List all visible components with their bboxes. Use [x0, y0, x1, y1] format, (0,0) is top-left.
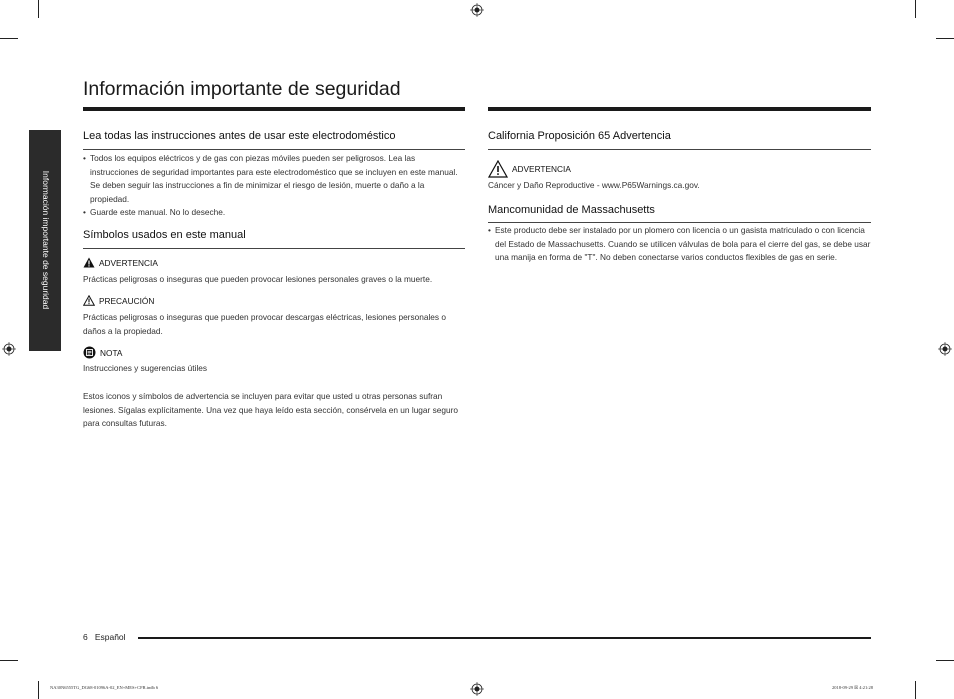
crop-mark	[38, 681, 39, 699]
title-rule-right	[488, 107, 871, 111]
registration-mark-icon	[470, 682, 484, 696]
print-slug-left: NA30N6555TG_DG68-01096A-02_EN+MES+CFR.indb 6	[50, 685, 159, 690]
side-tab-label: Información importante de seguridad	[41, 170, 51, 310]
crop-mark	[936, 38, 954, 39]
prop65-text: Cáncer y Daño Reproductive - www.P65Warnings.ca.gov.	[488, 180, 700, 190]
note-label: NOTA	[100, 347, 123, 358]
warning-label: ADVERTENCIA	[99, 257, 158, 268]
note-icon	[83, 346, 96, 359]
massachusetts-list	[488, 224, 871, 265]
heading-rule	[83, 248, 465, 249]
crop-mark	[936, 660, 954, 661]
registration-mark-icon	[470, 3, 484, 17]
footer-language: Español	[94, 632, 126, 642]
warning-symbol	[83, 257, 158, 268]
page-footer	[83, 632, 126, 642]
registration-mark-icon	[938, 342, 952, 356]
warning-triangle-filled-icon	[83, 257, 95, 268]
heading-rule	[488, 222, 871, 223]
prop65-warning-symbol	[488, 160, 571, 178]
caution-label: PRECAUCIÓN	[99, 295, 155, 306]
note-symbol	[83, 346, 122, 359]
section-heading-symbols: Símbolos usados en este manual	[83, 229, 246, 241]
footer-rule	[138, 637, 871, 639]
symbols-closing-paragraph: Estos iconos y símbolos de advertencia se incluyen para evitar que usted u otras personas sufran lesiones. Sígalas explícitamente. Una vez que haya leído esta sección, consérvela en un lugar seguro para consultas futuras.	[83, 391, 458, 429]
title-rule-left	[83, 107, 465, 111]
caution-symbol	[83, 295, 154, 306]
crop-mark	[0, 660, 18, 661]
section-heading-massachusetts: Mancomunidad de Massachusetts	[488, 204, 655, 216]
caution-description: Prácticas peligrosas o inseguras que pueden provocar descargas eléctricas, lesiones personales o daños a la propiedad.	[83, 312, 446, 336]
caution-triangle-outline-icon	[83, 295, 95, 306]
prop65-warning-label: ADVERTENCIA	[512, 164, 571, 174]
crop-mark	[38, 0, 39, 18]
heading-rule	[83, 149, 465, 150]
crop-mark	[915, 681, 916, 699]
list-item: • Este producto debe ser instalado por un plomero con licencia o un gasista matriculado o con licencia del Estado de Massachusetts. Cuando se utilicen válvulas de bola para el cierre del gas, se debe usar una manija en forma de "T". No deben conectarse varios conductos flexibles de gas en serie.	[488, 224, 871, 265]
list-item: • Todos los equipos eléctricos y de gas con piezas móviles pueden ser peligrosos. Lea las instrucciones de seguridad importantes para este electrodoméstico que se incluyen en este manual. Se deben seguir las instrucciones a fin de minimizar el riesgo de lesión, muerte o daño a la propiedad.	[83, 152, 463, 206]
list-item: • Guarde este manual. No lo deseche.	[83, 206, 463, 220]
warning-description: Prácticas peligrosas o inseguras que pueden provocar lesiones personales graves o la muerte.	[83, 274, 433, 284]
instructions-list	[83, 152, 463, 220]
registration-mark-icon	[2, 342, 16, 356]
page-number: 6	[83, 632, 88, 642]
heading-rule	[488, 149, 871, 150]
crop-mark	[915, 0, 916, 18]
print-slug-right: 2018-09-29 ☒ 4:21:28	[832, 685, 874, 690]
section-heading-instructions: Lea todas las instrucciones antes de usar este electrodoméstico	[83, 130, 396, 142]
crop-mark	[0, 38, 18, 39]
warning-triangle-outline-icon	[488, 160, 508, 178]
section-heading-prop65: California Proposición 65 Advertencia	[488, 130, 671, 142]
note-description: Instrucciones y sugerencias útiles	[83, 363, 208, 373]
page-title: Información importante de seguridad	[83, 78, 401, 100]
